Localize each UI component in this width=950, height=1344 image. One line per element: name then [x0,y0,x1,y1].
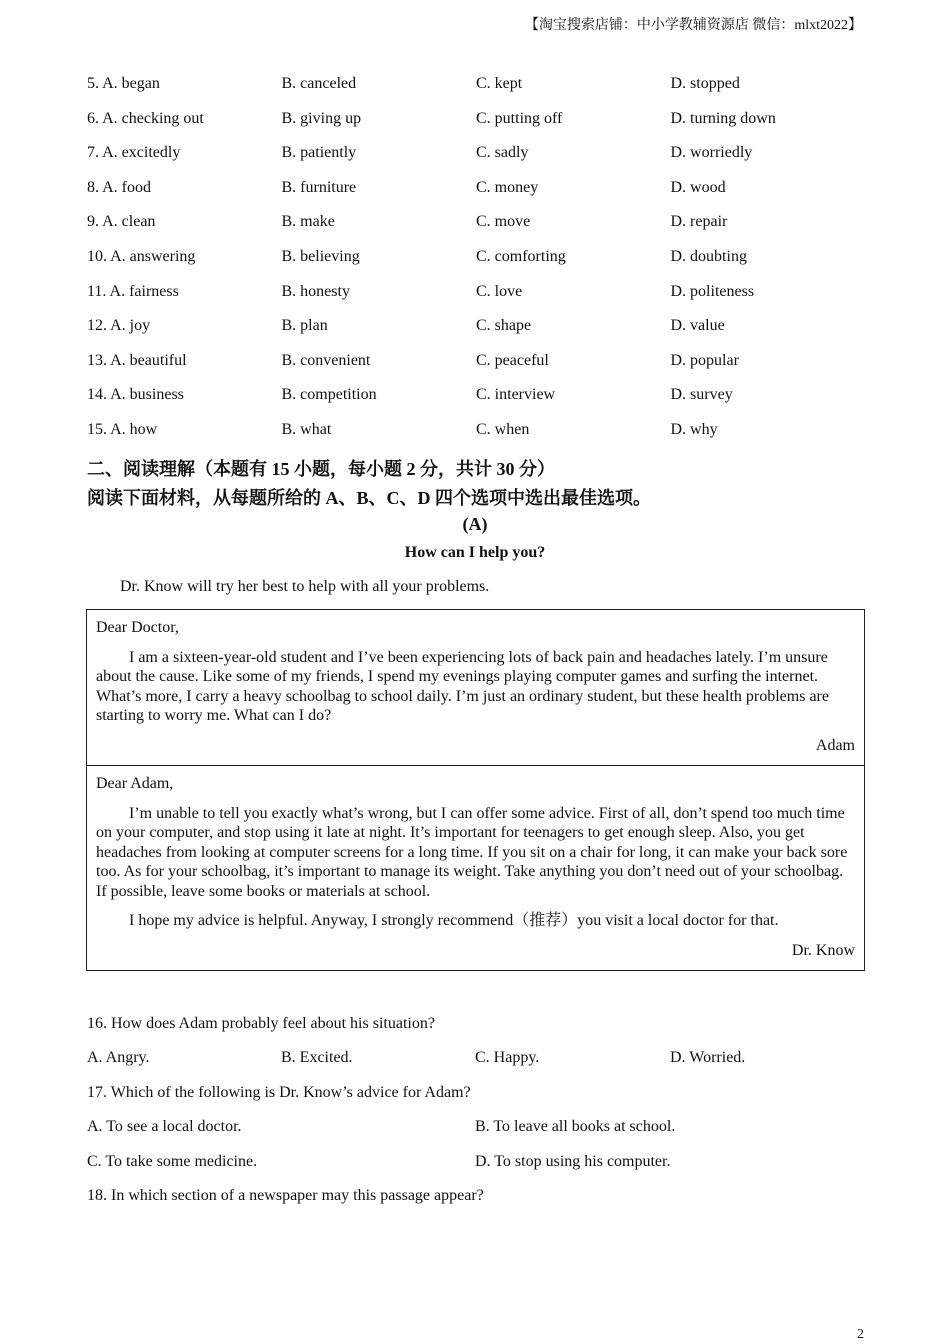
option-d: D. turning down [670,109,776,127]
option-b: B. honesty [281,282,350,300]
section-title: 二、阅读理解（本题有 15 小题，每小题 2 分，共计 30 分） [87,459,555,479]
option-d: D. value [670,317,725,335]
option-c: C. putting off [476,109,563,127]
option-c: C. money [476,178,539,196]
option-c: C. when [476,420,530,438]
letter-from-adam [87,610,864,765]
letter-signature: Dr. Know [791,941,855,959]
letter-salutation: Dear Adam, [96,775,174,792]
option-c: C. love [476,282,523,300]
letter-salutation: Dear Doctor, [96,619,179,636]
option-a: 6. A. checking out [87,109,204,127]
option-c: C. sadly [476,144,529,162]
option-b: B. plan [281,317,328,335]
letter-body: I’m unable to tell you exactly what’s wrong, but I can offer some advice. First of all, don’t spend too much time on your computer, and stop using it late at night. It’s important for teenagers to get enough sleep. Also, you get headaches from looking at computer screens for a long time. If you sit on a chair for long, it can make your back sore too. As for your schoolbag, it’s important to manage its weight. Take anything you don’t need out of your schoolbag. If possible, leave some books or materials at school. [96,804,848,900]
option-row [87,144,867,179]
option-b: B. make [281,213,335,231]
option-row [87,110,867,145]
option-a: 9. A. clean [87,213,156,231]
q16-option-b: B. Excited. [281,1049,353,1066]
letter-body: I hope my advice is helpful. Anyway, I strongly recommend（推荐）you visit a local doctor for that. [129,912,779,929]
passage-intro: Dr. Know will try her best to help with all your problems. [120,578,490,595]
option-row [87,352,867,387]
letter-body: I am a sixteen-year-old student and I’ve been experiencing lots of back pain and headaches lately. I’m unsure about the cause. Like some of my friends, I spend my evenings playing computer games and surfing the internet. What’s more, I carry a heavy schoolbag to school daily. I’m just an ordinary student, but these health problems are starting to worry me. What can I do? [96,648,829,724]
option-b: B. convenient [281,351,371,369]
question-18: 18. In which section of a newspaper may this passage appear? [87,1187,484,1204]
option-d: D. popular [670,351,739,369]
cloze-options [87,75,867,456]
option-a: 11. A. fairness [87,282,179,300]
section-instruction: 阅读下面材料，从每题所给的 A、B、C、D 四个选项中选出最佳选项。 [87,488,651,508]
option-a: 8. A. food [87,178,151,196]
q17-option-d: D. To stop using his computer. [475,1153,671,1170]
passage-label: (A) [462,514,488,534]
option-d: D. politeness [670,282,755,300]
option-d: D. worriedly [670,144,753,162]
option-a: 10. A. answering [87,247,196,265]
option-c: C. comforting [476,247,566,265]
option-c: C. kept [476,75,523,92]
option-b: B. believing [281,247,360,265]
option-row [87,179,867,214]
option-row [87,317,867,352]
question-17: 17. Which of the following is Dr. Know’s advice for Adam? [87,1084,471,1101]
q16-option-a: A. Angry. [87,1049,150,1066]
option-row [87,75,867,110]
option-b: B. canceled [281,75,357,92]
option-row [87,213,867,248]
option-row [87,386,867,421]
option-c: C. move [476,213,531,231]
letter-from-dr-know [87,765,864,970]
option-b: B. furniture [281,178,357,196]
page-number: 2 [857,1327,864,1342]
option-d: D. repair [670,213,728,231]
option-b: B. competition [281,386,377,404]
q17-option-a: A. To see a local doctor. [87,1118,242,1135]
option-d: D. doubting [670,247,747,265]
header-note: 【淘宝搜索店铺：中小学教辅资源店 微信：mlxt2022】 [524,18,862,33]
option-d: D. stopped [670,75,740,92]
option-c: C. peaceful [476,351,549,369]
option-c: C. shape [476,317,532,335]
option-c: C. interview [476,386,556,404]
option-b: B. patiently [281,144,357,162]
option-d: D. wood [670,178,726,196]
option-row [87,283,867,318]
q16-option-c: C. Happy. [475,1049,540,1066]
q16-option-d: D. Worried. [670,1049,746,1066]
q17-option-b: B. To leave all books at school. [475,1118,676,1135]
letter-signature: Adam [815,736,855,754]
option-row [87,248,867,283]
q17-option-c: C. To take some medicine. [87,1153,258,1170]
question-16: 16. How does Adam probably feel about his situation? [87,1015,435,1032]
option-a: 7. A. excitedly [87,144,181,162]
option-b: B. what [281,420,332,438]
option-d: D. survey [670,386,733,404]
option-a: 15. A. how [87,420,158,438]
option-d: D. why [670,420,718,438]
option-a: 13. A. beautiful [87,351,187,369]
option-row [87,421,867,456]
option-a: 14. A. business [87,386,184,404]
passage-title: How can I help you? [404,544,546,561]
option-a: 5. A. began [87,75,160,92]
option-a: 12. A. joy [87,317,151,335]
option-b: B. giving up [281,109,362,127]
letters-table [86,609,865,971]
